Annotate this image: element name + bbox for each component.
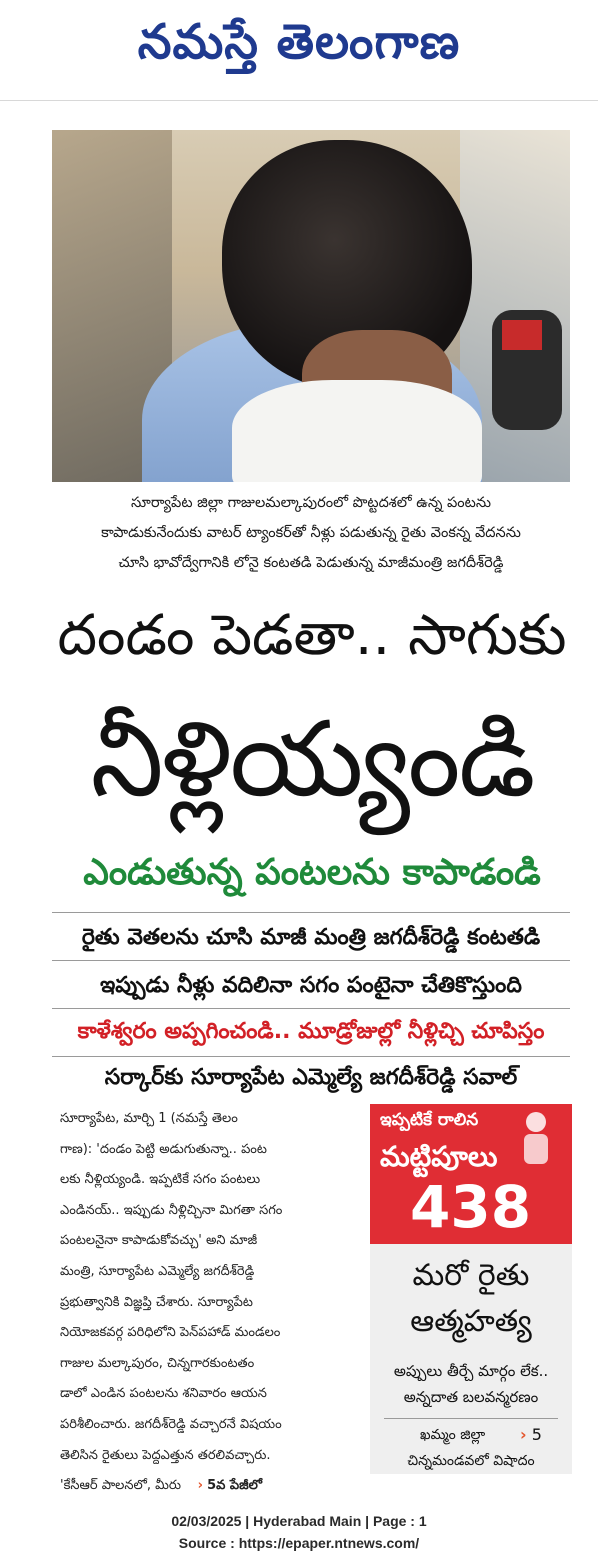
count-value: 438	[410, 1173, 532, 1241]
page-ref-arrow-icon: ›	[520, 1425, 527, 1444]
body-line: డాలో ఎండిన పంటలను శనివారం ఆయన	[60, 1386, 267, 1402]
sidebar-divider	[384, 1418, 558, 1419]
newspaper-title: నమస్తే తెలంగాణ	[137, 14, 461, 70]
count-box-label: ఇప్పటికే రాలిన	[380, 1110, 479, 1130]
body-line: పరిశీలించారు. జగదీశ్‌రెడ్డి వచ్చారనే విషయం	[60, 1416, 282, 1432]
footer-source[interactable]: Source : https://epaper.ntnews.com/	[178, 1535, 420, 1551]
body-line: నియోజకవర్గ పరిధిలోని పెన్‌పహాడ్ మండలం	[60, 1325, 281, 1341]
article-body	[60, 1104, 360, 1494]
masthead-divider	[0, 100, 598, 101]
farmer-illustration-icon	[510, 1108, 562, 1170]
body-line-last	[60, 1471, 360, 1502]
divider	[52, 1008, 570, 1009]
caption-line: సూర్యాపేట జిల్లా గాజులమల్కాపురంలో పొట్టదశలో ఉన్న పంటను	[130, 495, 492, 511]
deck-line-2: ఇప్పుడు నీళ్లు వదిలినా సగం పంటైనా చేతికొస్తుంది	[100, 973, 522, 998]
sidebar-headline-2: ఆత్మహత్య	[410, 1304, 532, 1339]
body-line: మంత్రి, సూర్యాపేట ఎమ్మెల్యే జగదీశ్‌రెడ్డి	[60, 1263, 255, 1279]
caption-line: చూసి భావోద్వేగానికి లోనై కంటతడి పెడుతున్న మాజీమంత్రి జగదీశ్‌రెడ్డి	[118, 555, 504, 571]
divider	[52, 912, 570, 913]
body-line: పంటలనైనా కాపాడుకోవచ్చు' అని మాజీ	[60, 1233, 258, 1249]
sidebar-subtitle: చిన్నమండవలో విషాదం	[407, 1453, 535, 1469]
deck-line-3: కాళేశ్వరం అప్పగించండి.. మూడ్రోజుల్లో నీళ్లిచ్చి చూపిస్తం	[77, 1019, 545, 1044]
page-ref-number: 5	[531, 1425, 542, 1444]
subheadline: ఎండుతున్న పంటలను కాపాడండి	[83, 852, 541, 893]
deck-line-1: రైతు వెతలను చూసి మాజీ మంత్రి జగదీశ్‌రెడ్డి కంటతడి	[81, 925, 541, 950]
headline-line-2: నీళ్లియ్యండి	[90, 698, 534, 820]
body-line: లకు నీళ్లియ్యండి. ఇప్పటికే సగం పంటలు	[60, 1172, 261, 1188]
page-footer	[0, 1510, 598, 1560]
sidebar-headline-1: మరో రైతు	[412, 1258, 530, 1293]
news-photo	[52, 130, 570, 482]
jump-arrow-icon: ›	[197, 1478, 203, 1494]
sidebar-deck-1: అప్పులు తీర్చే మార్గం లేక..	[393, 1362, 549, 1380]
footer-edition: 02/03/2025 | Hyderabad Main | Page : 1	[171, 1513, 427, 1529]
sidebar-box	[370, 1104, 572, 1474]
divider	[52, 960, 570, 961]
divider	[52, 1056, 570, 1057]
body-last-text: 'కేసీఆర్ పాలనలో, మీరు	[60, 1478, 182, 1494]
continued-page-link[interactable]: 5వ పేజీలో	[207, 1478, 263, 1494]
sidebar-deck-2: అన్నదాత బలవన్మరణం	[403, 1388, 539, 1406]
body-line: ఎండినయ్.. ఇప్పుడు నీళ్లిచ్చినా మిగతా సగం	[60, 1202, 283, 1218]
sidebar-page-ref[interactable]	[520, 1422, 542, 1448]
body-line: గాణ): 'దండం పెట్టి అడుగుతున్నా.. పంట	[60, 1141, 267, 1157]
body-line: సూర్యాపేట, మార్చి 1 (నమస్తే తెలం	[60, 1111, 238, 1126]
deck-line-4: సర్కార్‌కు సూర్యాపేట ఎమ్మెల్యే జగదీశ్‌రెడ్డి సవాల్	[104, 1065, 518, 1090]
body-line: గాజుల మల్కాపురం, చిన్నగారకుంటతం	[60, 1355, 255, 1371]
count-box-title: మట్టిపూలు	[380, 1140, 498, 1173]
body-line: ప్రభుత్వానికి విజ్ఞప్తి చేశారు. సూర్యాపేట	[60, 1294, 253, 1310]
masthead	[0, 0, 598, 96]
headline-line-1: దండం పెడతా.. సాగుకు	[57, 603, 567, 668]
photo-caption	[52, 488, 570, 580]
sidebar-location: ఖమ్మం జిల్లా	[420, 1427, 486, 1443]
count-box	[370, 1104, 572, 1244]
caption-line: కాపాడుకునేందుకు వాటర్ ట్యాంకర్‌తో నీళ్లు పడుతున్న రైతు వెంకన్న వేదనను	[101, 525, 521, 541]
body-line: తెలిసిన రైతులు పెద్దఎత్తున తరలివచ్చారు.	[60, 1447, 271, 1463]
